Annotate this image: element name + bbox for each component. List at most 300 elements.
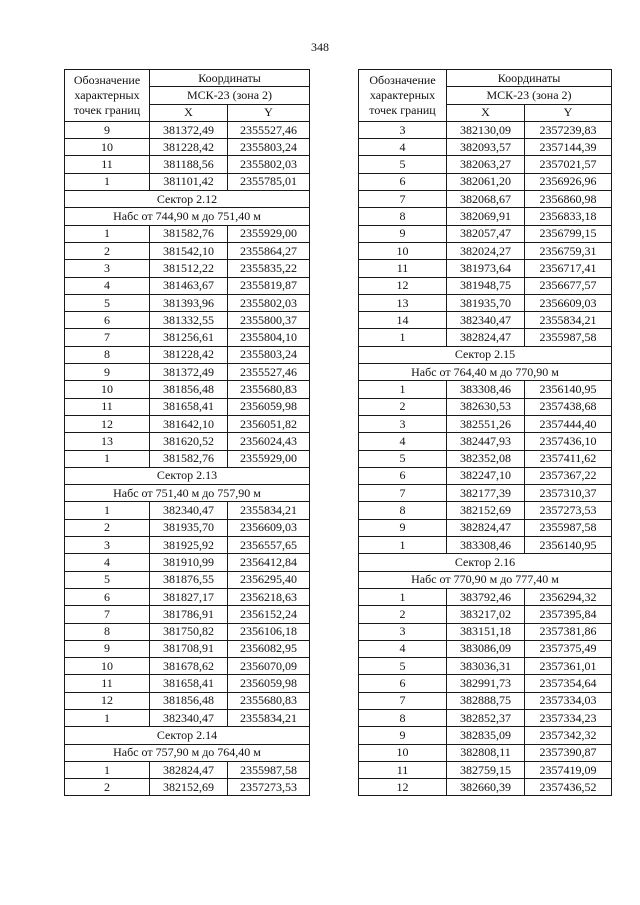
table-row (65, 346, 310, 363)
x-coordinate: 382247,10 (447, 467, 525, 484)
x-coordinate: 382824,47 (150, 761, 228, 778)
x-coordinate: 381658,41 (150, 675, 228, 692)
table-row (65, 242, 310, 259)
y-coordinate: 2357438,68 (525, 398, 612, 415)
point-number: 7 (65, 606, 150, 623)
point-number: 10 (65, 139, 150, 156)
point-number: 12 (65, 415, 150, 432)
table-row (359, 121, 612, 138)
sector-height-row (65, 744, 310, 761)
header-coordinate-system: МСК-23 (зона 2) (447, 87, 612, 104)
y-coordinate: 2355834,21 (228, 709, 310, 726)
x-coordinate: 381228,42 (150, 346, 228, 363)
header-x: X (150, 104, 228, 121)
table-body-right (359, 121, 612, 796)
coordinates-table-left (64, 69, 310, 796)
header-point-designation (65, 70, 150, 122)
y-coordinate: 2357381,86 (525, 623, 612, 640)
table-row (65, 381, 310, 398)
x-coordinate: 382024,27 (447, 242, 525, 259)
x-coordinate: 382352,08 (447, 450, 525, 467)
point-number: 1 (359, 381, 447, 398)
table-row (359, 485, 612, 502)
header-point-line: характерных (74, 87, 140, 102)
y-coordinate: 2355803,24 (228, 139, 310, 156)
table-row (359, 329, 612, 346)
table-row (359, 156, 612, 173)
x-coordinate: 383308,46 (447, 537, 525, 554)
point-number: 4 (65, 554, 150, 571)
point-number: 5 (359, 450, 447, 467)
y-coordinate: 2357354,64 (525, 675, 612, 692)
table-row (359, 692, 612, 709)
table-row (359, 381, 612, 398)
y-coordinate: 2355803,24 (228, 346, 310, 363)
y-coordinate: 2356295,40 (228, 571, 310, 588)
table-row (65, 450, 310, 467)
table-row (65, 139, 310, 156)
coordinates-table-right (358, 69, 612, 796)
header-y: Y (228, 104, 310, 121)
point-number: 2 (65, 242, 150, 259)
x-coordinate: 381188,56 (150, 156, 228, 173)
y-coordinate: 2357334,03 (525, 692, 612, 709)
point-number: 9 (65, 364, 150, 381)
y-coordinate: 2356926,96 (525, 173, 612, 190)
x-coordinate: 381786,91 (150, 606, 228, 623)
point-number: 9 (65, 121, 150, 138)
table-row (359, 294, 612, 311)
table-row (65, 329, 310, 346)
table-row (65, 260, 310, 277)
point-number: 6 (65, 588, 150, 605)
header-y: Y (525, 104, 612, 121)
y-coordinate: 2356717,41 (525, 260, 612, 277)
y-coordinate: 2355527,46 (228, 121, 310, 138)
header-coordinates: Координаты (150, 70, 310, 87)
table-row (65, 623, 310, 640)
x-coordinate: 383151,18 (447, 623, 525, 640)
x-coordinate: 382069,91 (447, 208, 525, 225)
table-row (65, 692, 310, 709)
sector-height-row (359, 364, 612, 381)
point-number: 11 (65, 675, 150, 692)
table-row (65, 606, 310, 623)
x-coordinate: 382068,67 (447, 191, 525, 208)
x-coordinate: 383036,31 (447, 658, 525, 675)
y-coordinate: 2356059,98 (228, 398, 310, 415)
y-coordinate: 2356082,95 (228, 640, 310, 657)
header-coordinates: Координаты (447, 70, 612, 87)
point-number: 7 (65, 329, 150, 346)
x-coordinate: 381856,48 (150, 381, 228, 398)
header-point-line: Обозначение (73, 72, 141, 87)
point-number: 11 (359, 761, 447, 778)
x-coordinate: 382063,27 (447, 156, 525, 173)
x-coordinate: 381876,55 (150, 571, 228, 588)
point-number: 1 (65, 709, 150, 726)
y-coordinate: 2357395,84 (525, 606, 612, 623)
x-coordinate: 381678,62 (150, 658, 228, 675)
table-row (65, 519, 310, 536)
y-coordinate: 2357310,37 (525, 485, 612, 502)
table-row (65, 709, 310, 726)
point-number: 12 (359, 779, 447, 796)
point-number: 1 (65, 450, 150, 467)
x-coordinate: 382808,11 (447, 744, 525, 761)
sector-title-row (65, 727, 310, 744)
point-number: 3 (359, 121, 447, 138)
y-coordinate: 2356294,32 (525, 588, 612, 605)
point-number: 11 (359, 260, 447, 277)
point-number: 8 (65, 623, 150, 640)
point-number: 11 (65, 398, 150, 415)
table-row (359, 312, 612, 329)
y-coordinate: 2356677,57 (525, 277, 612, 294)
header-x: X (447, 104, 525, 121)
x-coordinate: 382888,75 (447, 692, 525, 709)
header-row (359, 70, 612, 87)
x-coordinate: 381582,76 (150, 450, 228, 467)
x-coordinate: 382835,09 (447, 727, 525, 744)
x-coordinate: 382061,20 (447, 173, 525, 190)
y-coordinate: 2356024,43 (228, 433, 310, 450)
y-coordinate: 2357444,40 (525, 415, 612, 432)
point-number: 12 (359, 277, 447, 294)
y-coordinate: 2356140,95 (525, 381, 612, 398)
y-coordinate: 2357419,09 (525, 761, 612, 778)
point-number: 5 (65, 571, 150, 588)
table-row (65, 398, 310, 415)
x-coordinate: 383792,46 (447, 588, 525, 605)
x-coordinate: 381512,22 (150, 260, 228, 277)
x-coordinate: 381542,10 (150, 242, 228, 259)
y-coordinate: 2357239,83 (525, 121, 612, 138)
x-coordinate: 381925,92 (150, 537, 228, 554)
table-row (359, 433, 612, 450)
point-number: 10 (359, 242, 447, 259)
point-number: 7 (359, 191, 447, 208)
x-coordinate: 381372,49 (150, 364, 228, 381)
point-number: 1 (65, 761, 150, 778)
y-coordinate: 2356059,98 (228, 675, 310, 692)
point-number: 7 (359, 692, 447, 709)
point-number: 13 (359, 294, 447, 311)
x-coordinate: 381708,91 (150, 640, 228, 657)
x-coordinate: 383086,09 (447, 640, 525, 657)
y-coordinate: 2356051,82 (228, 415, 310, 432)
table-row (359, 658, 612, 675)
point-number: 1 (65, 225, 150, 242)
point-number: 1 (65, 173, 150, 190)
table-row (65, 156, 310, 173)
x-coordinate: 381948,75 (447, 277, 525, 294)
sector-title-row (65, 191, 310, 208)
point-number: 10 (65, 381, 150, 398)
y-coordinate: 2356609,03 (525, 294, 612, 311)
x-coordinate: 383308,46 (447, 381, 525, 398)
point-number: 2 (359, 398, 447, 415)
point-number: 3 (359, 623, 447, 640)
point-number: 2 (65, 779, 150, 796)
point-number: 4 (359, 139, 447, 156)
point-number: 6 (359, 467, 447, 484)
sector-height-range: Набс от 757,90 м до 764,40 м (65, 744, 310, 761)
sector-title: Сектор 2.15 (359, 346, 612, 363)
y-coordinate: 2355785,01 (228, 173, 310, 190)
table-row (65, 537, 310, 554)
table-row (359, 675, 612, 692)
x-coordinate: 381658,41 (150, 398, 228, 415)
sector-title-row (359, 554, 612, 571)
table-row (359, 709, 612, 726)
table-row (359, 450, 612, 467)
y-coordinate: 2355819,87 (228, 277, 310, 294)
x-coordinate: 382340,47 (150, 502, 228, 519)
table-row (65, 277, 310, 294)
table-row (359, 173, 612, 190)
x-coordinate: 382130,09 (447, 121, 525, 138)
table-row (65, 675, 310, 692)
point-number: 12 (65, 692, 150, 709)
table-row (359, 588, 612, 605)
point-number: 8 (359, 208, 447, 225)
table-row (359, 398, 612, 415)
x-coordinate: 381642,10 (150, 415, 228, 432)
y-coordinate: 2355987,58 (525, 329, 612, 346)
x-coordinate: 381332,55 (150, 312, 228, 329)
header-row (65, 70, 310, 87)
table-row (359, 415, 612, 432)
y-coordinate: 2357334,23 (525, 709, 612, 726)
point-number: 4 (65, 277, 150, 294)
y-coordinate: 2355802,03 (228, 294, 310, 311)
header-point-designation (359, 70, 447, 122)
x-coordinate: 382660,39 (447, 779, 525, 796)
y-coordinate: 2355680,83 (228, 381, 310, 398)
y-coordinate: 2357411,62 (525, 450, 612, 467)
point-number: 3 (65, 537, 150, 554)
x-coordinate: 382340,47 (150, 709, 228, 726)
x-coordinate: 382152,69 (150, 779, 228, 796)
table-row (359, 519, 612, 536)
point-number: 2 (359, 606, 447, 623)
table-row (65, 433, 310, 450)
table-row (359, 779, 612, 796)
x-coordinate: 381910,99 (150, 554, 228, 571)
table-row (359, 623, 612, 640)
y-coordinate: 2355929,00 (228, 225, 310, 242)
point-number: 6 (65, 312, 150, 329)
point-number: 3 (65, 260, 150, 277)
y-coordinate: 2356106,18 (228, 623, 310, 640)
table-row (65, 294, 310, 311)
point-number: 9 (359, 727, 447, 744)
x-coordinate: 381393,96 (150, 294, 228, 311)
y-coordinate: 2355834,21 (228, 502, 310, 519)
y-coordinate: 2356140,95 (525, 537, 612, 554)
point-number: 5 (65, 294, 150, 311)
table-row (359, 502, 612, 519)
table-row (359, 139, 612, 156)
table-row (65, 225, 310, 242)
point-number: 14 (359, 312, 447, 329)
y-coordinate: 2356412,84 (228, 554, 310, 571)
table-row (359, 277, 612, 294)
point-number: 7 (359, 485, 447, 502)
sector-title: Сектор 2.12 (65, 191, 310, 208)
point-number: 8 (65, 346, 150, 363)
y-coordinate: 2357144,39 (525, 139, 612, 156)
point-number: 10 (359, 744, 447, 761)
point-number: 1 (65, 502, 150, 519)
table-row (65, 121, 310, 138)
y-coordinate: 2357375,49 (525, 640, 612, 657)
point-number: 1 (359, 588, 447, 605)
point-number: 4 (359, 640, 447, 657)
y-coordinate: 2357367,22 (525, 467, 612, 484)
x-coordinate: 382093,57 (447, 139, 525, 156)
point-number: 1 (359, 329, 447, 346)
y-coordinate: 2355527,46 (228, 364, 310, 381)
x-coordinate: 381256,61 (150, 329, 228, 346)
x-coordinate: 381935,70 (447, 294, 525, 311)
sector-height-row (65, 208, 310, 225)
y-coordinate: 2355804,10 (228, 329, 310, 346)
y-coordinate: 2355800,37 (228, 312, 310, 329)
x-coordinate: 382057,47 (447, 225, 525, 242)
table-row (359, 260, 612, 277)
x-coordinate: 382759,15 (447, 761, 525, 778)
x-coordinate: 382991,73 (447, 675, 525, 692)
x-coordinate: 382551,26 (447, 415, 525, 432)
x-coordinate: 382630,53 (447, 398, 525, 415)
y-coordinate: 2357273,53 (525, 502, 612, 519)
point-number: 6 (359, 173, 447, 190)
table-row (65, 640, 310, 657)
x-coordinate: 381101,42 (150, 173, 228, 190)
point-number: 5 (359, 658, 447, 675)
table-row (359, 761, 612, 778)
y-coordinate: 2356557,65 (228, 537, 310, 554)
y-coordinate: 2357342,32 (525, 727, 612, 744)
sector-title: Сектор 2.14 (65, 727, 310, 744)
y-coordinate: 2355680,83 (228, 692, 310, 709)
point-number: 8 (359, 709, 447, 726)
y-coordinate: 2356799,15 (525, 225, 612, 242)
table-row (65, 658, 310, 675)
point-number: 3 (359, 415, 447, 432)
table-row (65, 415, 310, 432)
table-row (65, 312, 310, 329)
sector-height-row (65, 485, 310, 502)
table-row (359, 606, 612, 623)
y-coordinate: 2357436,52 (525, 779, 612, 796)
y-coordinate: 2355864,27 (228, 242, 310, 259)
y-coordinate: 2357021,57 (525, 156, 612, 173)
sector-height-range: Набс от 764,40 м до 770,90 м (359, 364, 612, 381)
x-coordinate: 381620,52 (150, 433, 228, 450)
x-coordinate: 382177,39 (447, 485, 525, 502)
y-coordinate: 2356860,98 (525, 191, 612, 208)
x-coordinate: 381372,49 (150, 121, 228, 138)
x-coordinate: 382824,47 (447, 519, 525, 536)
point-number: 5 (359, 156, 447, 173)
y-coordinate: 2355834,21 (525, 312, 612, 329)
sector-height-range: Набс от 751,40 м до 757,90 м (65, 485, 310, 502)
sector-height-range: Набс от 770,90 м до 777,40 м (359, 571, 612, 588)
y-coordinate: 2355835,22 (228, 260, 310, 277)
y-coordinate: 2356070,09 (228, 658, 310, 675)
y-coordinate: 2355802,03 (228, 156, 310, 173)
y-coordinate: 2357390,87 (525, 744, 612, 761)
point-number: 9 (359, 225, 447, 242)
y-coordinate: 2355987,58 (525, 519, 612, 536)
sector-height-range: Набс от 744,90 м до 751,40 м (65, 208, 310, 225)
sector-title-row (65, 467, 310, 484)
sector-title: Сектор 2.16 (359, 554, 612, 571)
sector-height-row (359, 571, 612, 588)
x-coordinate: 381935,70 (150, 519, 228, 536)
table-row (65, 364, 310, 381)
y-coordinate: 2357436,10 (525, 433, 612, 450)
header-point-line: Обозначение (369, 72, 436, 87)
point-number: 11 (65, 156, 150, 173)
y-coordinate: 2356152,24 (228, 606, 310, 623)
table-row (359, 537, 612, 554)
x-coordinate: 381827,17 (150, 588, 228, 605)
y-coordinate: 2356609,03 (228, 519, 310, 536)
x-coordinate: 383217,02 (447, 606, 525, 623)
point-number: 10 (65, 658, 150, 675)
x-coordinate: 381750,82 (150, 623, 228, 640)
sector-title-row (359, 346, 612, 363)
table-row (359, 191, 612, 208)
table-row (359, 225, 612, 242)
point-number: 2 (65, 519, 150, 536)
table-row (359, 242, 612, 259)
x-coordinate: 382340,47 (447, 312, 525, 329)
y-coordinate: 2356218,63 (228, 588, 310, 605)
table-row (65, 502, 310, 519)
page-number: 348 (311, 40, 329, 54)
table-row (65, 554, 310, 571)
y-coordinate: 2356833,18 (525, 208, 612, 225)
table-row (359, 208, 612, 225)
x-coordinate: 381463,67 (150, 277, 228, 294)
table-row (65, 173, 310, 190)
table-row (65, 588, 310, 605)
table-body-left (65, 121, 310, 796)
table-row (359, 727, 612, 744)
point-number: 9 (359, 519, 447, 536)
table-row (65, 761, 310, 778)
x-coordinate: 382824,47 (447, 329, 525, 346)
y-coordinate: 2357273,53 (228, 779, 310, 796)
y-coordinate: 2356759,31 (525, 242, 612, 259)
header-point-line: точек границ (73, 102, 141, 117)
point-number: 8 (359, 502, 447, 519)
x-coordinate: 381856,48 (150, 692, 228, 709)
header-coordinate-system: МСК-23 (зона 2) (150, 87, 310, 104)
point-number: 4 (359, 433, 447, 450)
point-number: 1 (359, 537, 447, 554)
point-number: 9 (65, 640, 150, 657)
point-number: 13 (65, 433, 150, 450)
y-coordinate: 2357361,01 (525, 658, 612, 675)
x-coordinate: 382152,69 (447, 502, 525, 519)
x-coordinate: 382852,37 (447, 709, 525, 726)
